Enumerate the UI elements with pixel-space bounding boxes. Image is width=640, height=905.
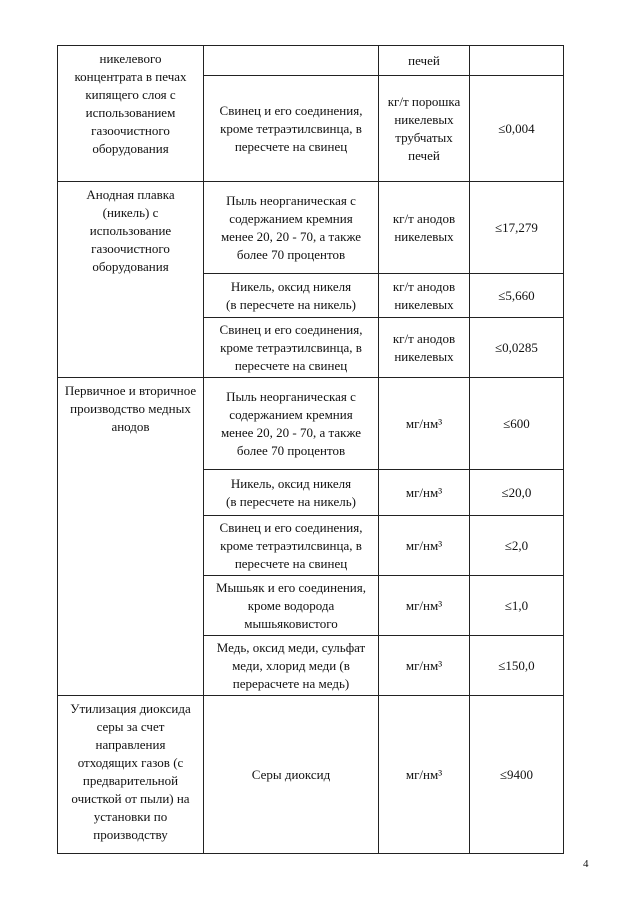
unit-cell [379,470,470,516]
unit-text: печей [408,52,440,68]
unit-text: мг/нм³ [405,415,443,431]
table-row [58,696,564,854]
unit-cell [379,76,470,182]
table-row [58,46,564,76]
substance-cell [204,274,379,318]
value-text: ≤17,279 [495,219,538,235]
page-number: 4 [583,858,589,870]
substance-text: Пыль неорганическая с содержанием кремния менее 20, 20 - 70, а также более 70 процентов [220,388,362,458]
unit-text: кг/т анодов никелевых [392,330,456,364]
value-cell [470,696,564,854]
substance-cell [204,318,379,378]
unit-text: мг/нм³ [405,484,443,500]
unit-text: мг/нм³ [405,537,443,553]
substance-text: Никель, оксид никеля (в пересчете на никель) [226,278,356,312]
substance-cell [204,696,379,854]
unit-cell [379,182,470,274]
substance-cell [204,378,379,470]
value-text: ≤150,0 [498,657,535,673]
substance-cell [204,76,379,182]
value-text: ≤9400 [499,766,534,782]
substance-cell [204,636,379,696]
process-text: Анодная плавка (никель) с использование газоочистного оборудования [86,187,175,274]
unit-cell [379,274,470,318]
value-cell [470,76,564,182]
unit-text: мг/нм³ [405,766,443,782]
substance-text: Свинец и его соединения, кроме тетраэтилсвинца, в пересчете на свинец [219,102,363,154]
unit-cell [379,378,470,470]
unit-cell [379,46,470,76]
unit-text: мг/нм³ [405,657,443,673]
value-cell [470,318,564,378]
process-text: никелевого концентрата в печах кипящего слоя с использованием газоочистного оборудования [74,51,187,156]
substance-text: Никель, оксид никеля (в пересчете на никель) [226,475,356,509]
substance-cell [204,46,379,76]
value-cell [470,516,564,576]
value-text: ≤20,0 [501,484,532,500]
table-row [58,182,564,274]
value-cell [470,576,564,636]
substance-text: Свинец и его соединения, кроме тетраэтилсвинца, в пересчете на свинец [219,519,363,571]
value-text: ≤600 [503,415,530,431]
unit-cell [379,576,470,636]
process-cell [58,182,204,378]
value-text: ≤0,0285 [495,339,538,355]
unit-text: кг/т анодов никелевых [392,278,456,312]
substance-cell [204,470,379,516]
value-cell [470,46,564,76]
value-cell [470,636,564,696]
substance-text: Серы диоксид [251,766,331,782]
unit-text: кг/т анодов никелевых [392,210,456,244]
substance-text: Медь, оксид меди, сульфат меди, хлорид меди (в перерасчете на медь) [216,639,366,691]
emission-standards-table [57,45,564,854]
process-cell [58,696,204,854]
process-text: Утилизация диоксида серы за счет направления отходящих газов (с предварительной очисткой от пыли) на установки по производству [70,701,191,842]
unit-cell [379,696,470,854]
value-text: ≤5,660 [498,287,535,303]
value-cell [470,378,564,470]
value-text: ≤2,0 [504,537,529,553]
process-cell [58,46,204,182]
value-text: ≤1,0 [504,597,529,613]
substance-text: Свинец и его соединения, кроме тетраэтилсвинца, в пересчете на свинец [219,321,363,373]
unit-cell [379,636,470,696]
table-row [58,378,564,470]
unit-text: кг/т порошка никелевых трубчатых печей [387,93,461,163]
unit-cell [379,318,470,378]
substance-cell [204,576,379,636]
process-cell [58,378,204,696]
process-text: Первичное и вторичное производство медных анодов [64,383,197,434]
unit-text: мг/нм³ [405,597,443,613]
substance-cell [204,516,379,576]
value-cell [470,470,564,516]
substance-text: Мышьяк и его соединения, кроме водорода мышьяковистого [216,579,366,631]
value-cell [470,182,564,274]
value-cell [470,274,564,318]
substance-text: Пыль неорганическая с содержанием кремния менее 20, 20 - 70, а также более 70 процентов [220,192,362,262]
unit-cell [379,516,470,576]
value-text: ≤0,004 [498,120,535,136]
substance-cell [204,182,379,274]
